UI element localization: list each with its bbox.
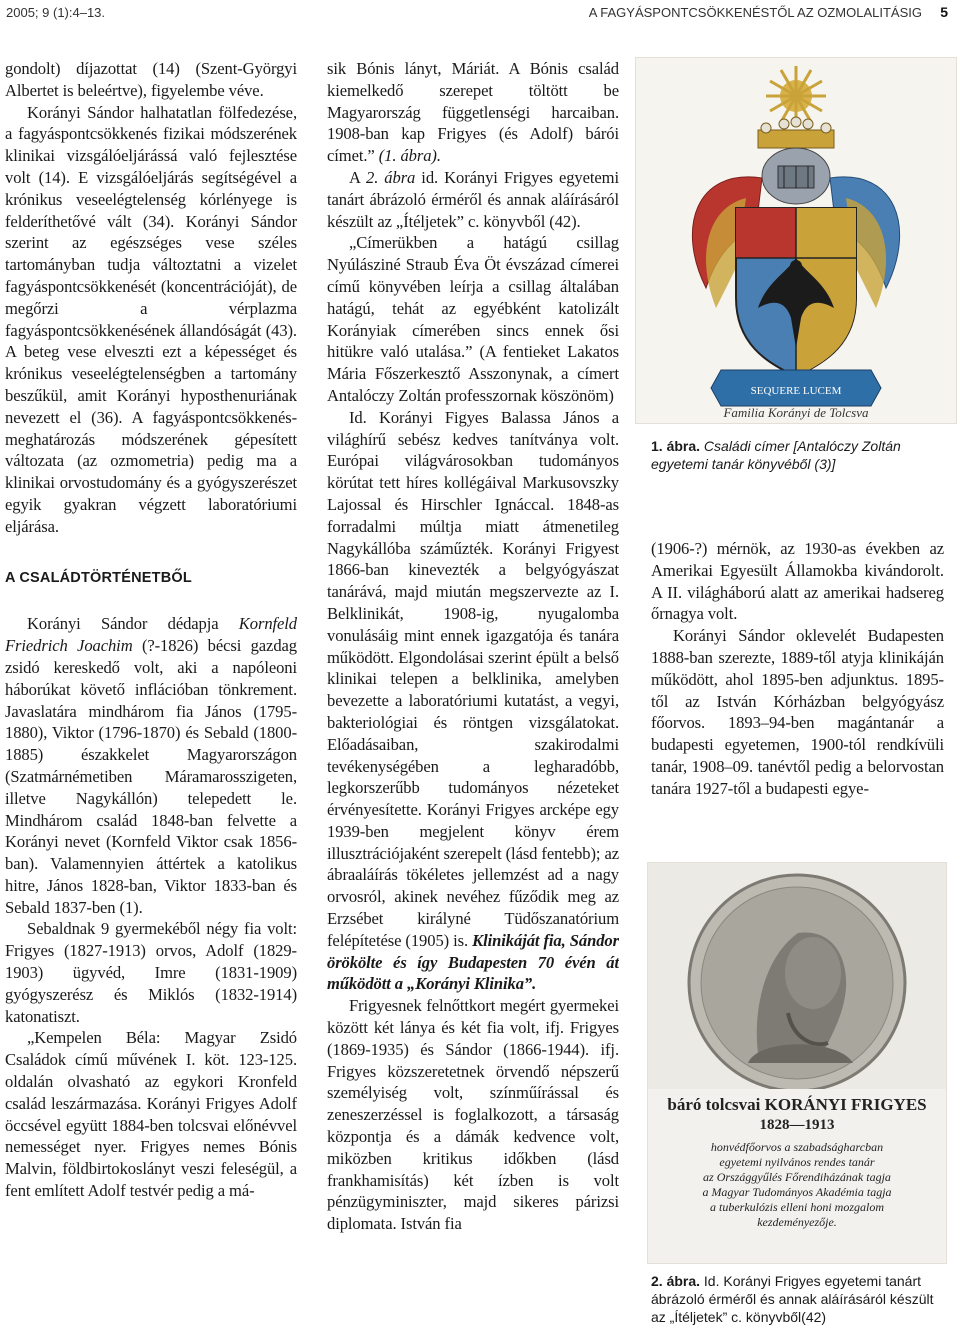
text-column-3 <box>651 538 944 838</box>
paragraph: gondolt) díjazottat (14) (Szent-Györgyi Albertet is beleértve), figyelembe véve. <box>5 59 297 100</box>
running-header <box>0 0 960 30</box>
running-title: A FAGYÁSPONTCSÖKKENÉSTŐL AZ OZMOLALITÁSIG <box>588 5 922 20</box>
paragraph: Korányi Sándor oklevelét Budapesten 1888-ban szerezte, 1889-től atyja klinikáján működött, ahol 1895-ben adjunktus. 1895-től az István Kórházban belgyógyász főorvos. 1893–94-ben magántanár a budapesti egyetemen, 1900-tól rendkívüli tanár, 1908–09. tanévtől pedig a belorvostan tanára 1927-től a budapesti egye- <box>651 626 944 798</box>
paragraph: Id. Korányi Figyes Balassa János a világhírű sebész kedves tanítványa volt. Európai világvárosokban tudományos körútat tett híres kollégáival Markusovszky Lajossal és Hirschler Ignáccal. 1848-as forradalmi múltja miatt átmenetileg Nagykállóba száműzték. Korányi Frigyest 1866-ban kinevezték a belgyógyászat tanárává, majd miután megszervezte az I. Belklinikát, 1908-ig, nyugalomba vonulásáig mint ennek igazgatója és tanára működött. Elgondolásai szerint épült a belső klinikai telepen a belklinika, amelyben bevezette a laboratóriumi kutatást, a vegyi, bakteriológiai és röntgen vizsgálatokat. Előadásaiban, szakirodalmi tevékenységében a legharadóbb, legkorszerűbb tudományos nézeteket érvényesítette. Korányi Frigyes arcképe egy 1939-ben megjelent könyv érem illusztrációjaként szerepelt (lásd fentebb); az ábraaláírás tökéletes jellemzést ad a nagy orvosról, akinek nevéhez fűződik meg az Erzsébet királyné Tüdőszanatórium felépítetése (1905) is. Klinikáját fia, Sándor örökölte és így Budapesten 70 évén át működött a „Korányi Klinika”. <box>327 407 619 994</box>
plate-name: báró tolcsvai KORÁNYI FRIGYES <box>667 1095 927 1114</box>
coat-of-arms-image <box>636 58 956 423</box>
plate-years: 1828—1913 <box>759 1117 835 1133</box>
paragraph: „Kempelen Béla: Magyar Zsidó Családok című művének I. köt. 123-125. oldalán olvasható az egykori Kronfeld család leszármazása. Korányi Frigyes Adolf öccsével együtt 1884-ben tolcsvai előnévvel nemességet nyer. Frigyes nemes Bónis Malvin, földbirtokoslányt veszi feleségül, a fent említett Adolf testvér pedig a má- <box>5 1028 297 1201</box>
page-number: 5 <box>940 4 948 20</box>
text-column-1 <box>5 58 297 1338</box>
plate-line: egyetemi nyilvános rendes tanár <box>719 1155 875 1169</box>
svg-text:SEQUERE LUCEM: SEQUERE LUCEM <box>750 385 842 397</box>
figure-coat-of-arms <box>635 57 957 424</box>
paragraph: A 2. ábra id. Korányi Frigyes egyetemi tanárt ábrázoló érméről és annak aláírásáról készült az „Ítéljetek” c. könyvből (42). <box>327 167 619 231</box>
plate-line: a tuberkulózis elleni honi mozgalom <box>710 1200 884 1214</box>
medal-plate <box>648 1095 946 1230</box>
helmet-icon <box>762 148 830 204</box>
citation: 2005; 9 (1):4–13. <box>6 5 106 20</box>
plate-line: kezdeményezője. <box>757 1215 837 1229</box>
plate-line: az Országgyűlés Főrendiházának tagja <box>703 1170 891 1184</box>
plate-line: a Magyar Tudományos Akadémia tagja <box>702 1185 892 1199</box>
paragraph: Korányi Sándor halhatatlan fölfedezése, a fagyáspontcsökkenés fizikai módszerének klinikai vizsgálóeljárássá való fejlesztése volt (14). E vizsgálóeljárás segítségével a krónikus veseelégtelenség kórlényege is felderíthetővé vált (34). Korányi Sándor szerint az egészséges vese széles tartományban tudja változtatni a vizelet fagyáspontcsökkenését (koncentrációját), de megőrzi a vérplazma fagyáspontcsökkenésének állandóságát (43). A beteg vese elveszti ezt a képességet és krónikus veseelégtelenségben a tartomány beszűkül, amit Korányi hyposthenuriának nevezett el (36). A fagyáspontcsökkenés-meghatározás módszerének gépesített változata (az ozmometria) pedig ma a klinikai orvostudomány és a gyógyszerészet egyik gyakran végzett laboratóriumi eljárása. <box>5 102 297 536</box>
paragraph: sik Bónis lányt, Máriát. A Bónis család kiemelkedő szerepet töltött be Magyarország függetlenségi harcaiban. 1908-ban kap Frigyes (és Adolf) bárói címet.” (1. ábra). <box>327 59 619 166</box>
paragraph: Frigyesnek felnőttkort megért gyermekei között két lánya és két fia volt, ifj. Frigyes (1869-1935) és Sándor (1866-1944). ifj. Frigyes közszeretetnek örvendő népszerű személyiség volt, színműírással és zeneszerzéssel is foglalkozott, a társaság központja és a dámák kedvence volt, miközben kritikus időkben (lásd frankhamisítás) két ízben is volt pénzügyminiszter, majd sikeres párizsi diplomata. István fia <box>327 996 619 1234</box>
figure-1-caption: 1. ábra. Családi címer [Antalóczy Zoltán egyetemi tanár könyvéből (3)] <box>651 438 901 472</box>
text-column-2 <box>327 58 619 1338</box>
paragraph: Sebaldnak 9 gyermekéből négy fia volt: Frigyes (1827-1913) orvos, Adolf (1829-1903) ügyvéd, Imre (1831-1909) gyógyszerész és Miklós (1832-1914) katonatiszt. <box>5 919 297 1026</box>
section-heading: A CSALÁDTÖRTÉNETBŐL <box>5 569 192 586</box>
plate-line: honvédfőorvos a szabadságharcban <box>710 1140 884 1154</box>
scroll-text: Familia Korányi de Tolcsva <box>723 405 869 420</box>
paragraph: (1906-?) mérnök, az 1930-as években az Amerikai Egyesült Államokba kivándorolt. A II. világháború alatt az amerikai hadsereg őrnagya volt. <box>651 539 944 624</box>
figure-medal <box>647 862 947 1264</box>
paragraph: Korányi Sándor dédapja Kornfeld Friedrich Joachim (?-1826) bécsi gazdag zsidó kereskedő volt, aki a napóleoni háborúkat követő inflációban tönkrement. Javaslatára mindhárom fia János (1795-1880), Viktor (1796-1870) és Sebald (1800-1885) északkelet Magyarországon (Szatmárnémetiben Máramarosszigeten, illetve Nagykállón) telepedett le. Mindhárom család 1848-ban felvette a Korányi nevet (Kornfeld Viktor csak 1856-ban). Valamennyien áttértek a katolikus hitre, János 1828-ban, Viktor 1833-ban és Sebald 1837-ben (1). <box>5 614 297 917</box>
paragraph: „Címerükben a hatágú csillag Nyúlásziné Straub Éva Öt évszázad címerei című könyvében leírja a csillag általában hatágú, tehát az egyébként katolizált Korányiak címerében sincs ennek ősi hitükre való utalása.” (A fentieket Lakatos Mária Főszerkesztő Asszonynak, a címert Antalóczy Zoltán professzornak köszönöm) <box>327 233 619 405</box>
motto-ribbon <box>711 370 881 406</box>
figure-2-caption: 2. ábra. Id. Korányi Frigyes egyetemi tanárt ábrázoló érméről és annak aláírásáról készült az „Ítéljetek” c. könyvből(42) <box>651 1273 934 1325</box>
